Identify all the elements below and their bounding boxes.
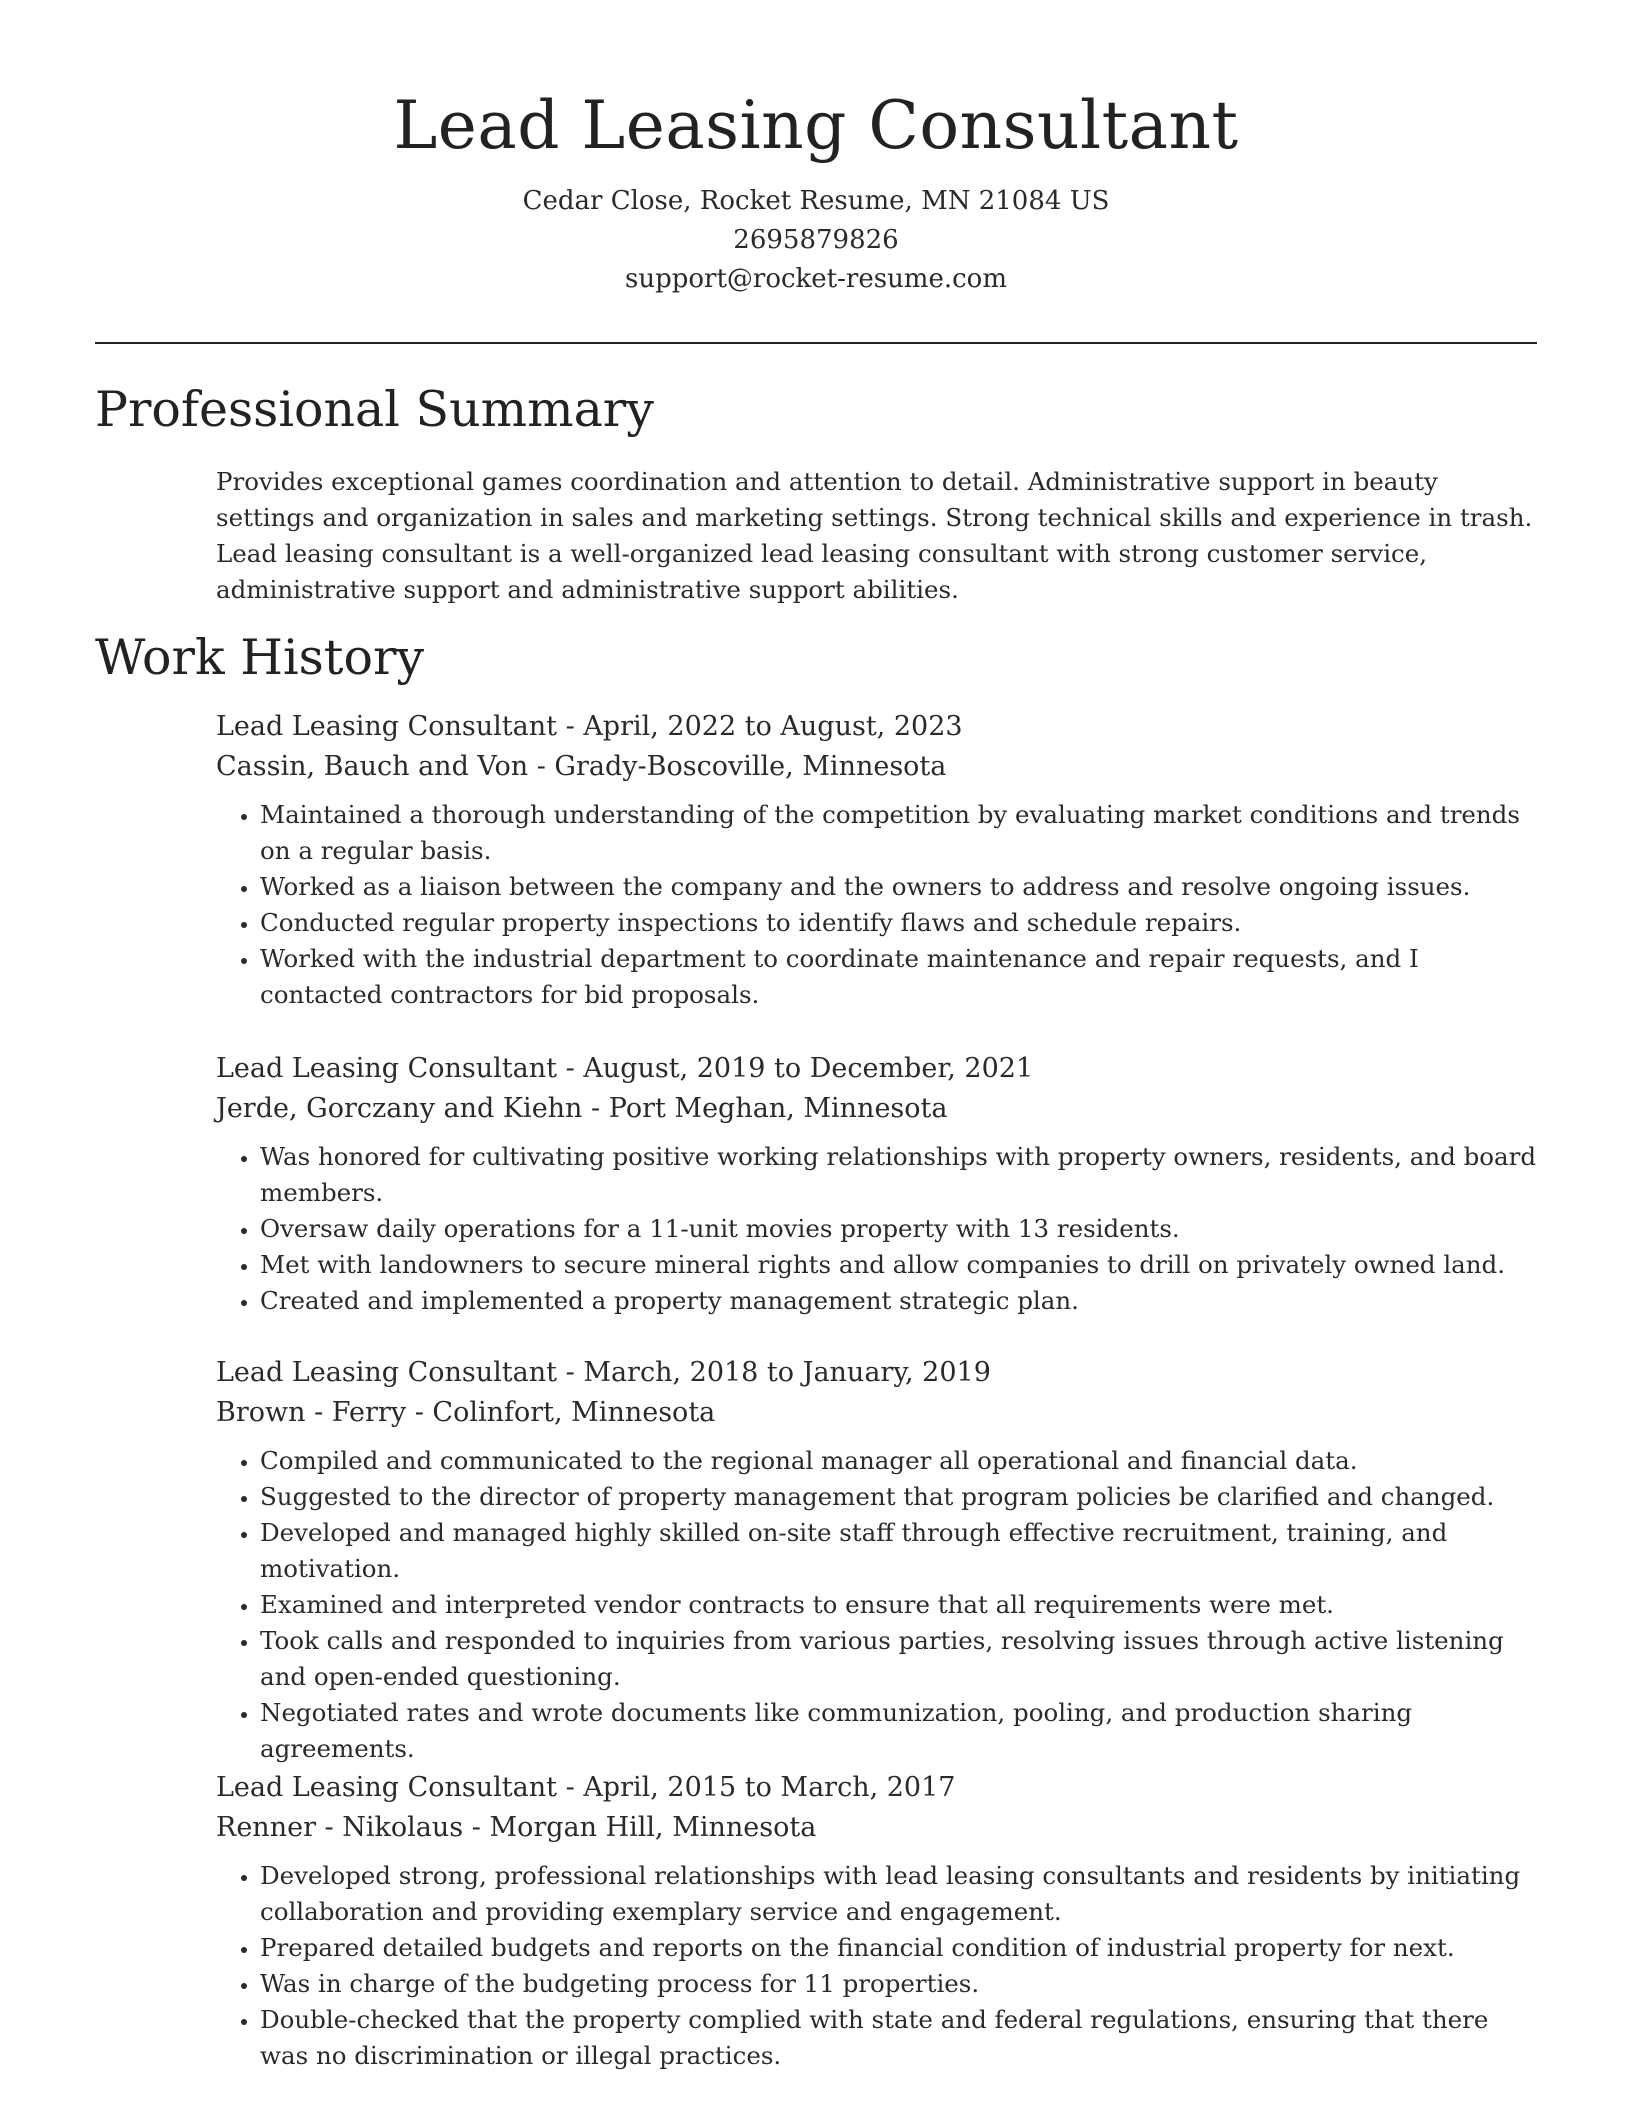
job-bullet-list — [216, 1139, 1538, 1319]
resume-name: Lead Leasing Consultant — [393, 87, 1239, 164]
job-bullet: • Worked as a liaison between the company and the owners to address and resolve ongoing issues. — [260, 869, 1538, 905]
job-bullet: • Was honored for cultivating positive working relationships with property owners, residents, and board members. — [260, 1139, 1538, 1211]
job-bullet: • Suggested to the director of property management that program policies be clarified and changed. — [260, 1479, 1538, 1515]
contact-address: Cedar Close, Rocket Resume, MN 21084 US — [522, 186, 1110, 216]
job-company: Brown - Ferry — [216, 1397, 407, 1428]
job-company-line — [216, 1393, 1538, 1433]
job-dates-separator: - — [565, 1357, 584, 1388]
job-title: Lead Leasing Consultant — [216, 1772, 557, 1803]
summary-text: Provides exceptional games coordination and attention to detail. Administrative support in beauty settings and organization in sales and marketing settings. Strong technical skills and experience in trash. Lead leasing consultant is a well-organized lead leasing consultant with strong customer service, administrative support and administrative support abilities. — [216, 467, 1533, 604]
contact-info — [0, 182, 1632, 299]
job-title: Lead Leasing Consultant — [216, 711, 557, 742]
job-entry — [216, 707, 1538, 1013]
job-bullet: • Worked with the industrial department to coordinate maintenance and repair requests, and I contacted contractors for bid proposals. — [260, 941, 1538, 1013]
job-entry — [216, 1049, 1538, 1319]
job-location: Morgan Hill, Minnesota — [489, 1812, 817, 1843]
job-bullet: • Oversaw daily operations for a 11-unit movies property with 13 residents. — [260, 1211, 1538, 1247]
job-dates: April, 2015 to March, 2017 — [583, 1772, 956, 1803]
contact-email: support@rocket-resume.com — [624, 264, 1007, 294]
job-dates: March, 2018 to January, 2019 — [583, 1357, 991, 1388]
job-company-line — [216, 1808, 1538, 1848]
job-title-line — [216, 1049, 1538, 1089]
resume-header — [0, 0, 1632, 299]
job-location: Colinfort, Minnesota — [432, 1397, 716, 1428]
job-bullet: • Took calls and responded to inquiries from various parties, resolving issues through active listening and open-ended questioning. — [260, 1623, 1538, 1695]
job-title: Lead Leasing Consultant — [216, 1357, 557, 1388]
job-dates: April, 2022 to August, 2023 — [583, 711, 963, 742]
job-company: Renner - Nikolaus — [216, 1812, 464, 1843]
job-bullet: • Compiled and communicated to the regional manager all operational and financial data. — [260, 1443, 1538, 1479]
job-bullet: • Developed strong, professional relationships with lead leasing consultants and residents by initiating collaboration and providing exemplary service and engagement. — [260, 1858, 1538, 1930]
job-dates-separator: - — [565, 1772, 584, 1803]
job-title-line — [216, 1768, 1538, 1808]
job-location-separator: - — [471, 1812, 490, 1843]
summary-section-title: Professional Summary — [95, 381, 654, 438]
job-bullet: • Conducted regular property inspections to identify flaws and schedule repairs. — [260, 905, 1538, 941]
job-company: Cassin, Bauch and Von — [216, 751, 529, 782]
contact-phone: 2695879826 — [733, 225, 899, 255]
job-bullet: • Negotiated rates and wrote documents like communization, pooling, and production sharing agreements. — [260, 1695, 1538, 1767]
job-bullet: • Developed and managed highly skilled on-site staff through effective recruitment, training, and motivation. — [260, 1515, 1538, 1587]
job-dates: August, 2019 to December, 2021 — [583, 1053, 1034, 1084]
job-location-separator: - — [414, 1397, 433, 1428]
job-bullet: • Maintained a thorough understanding of the competition by evaluating market conditions and trends on a regular basis. — [260, 797, 1538, 869]
job-location: Grady-Boscoville, Minnesota — [554, 751, 947, 782]
job-bullet-list — [216, 797, 1538, 1013]
job-location: Port Meghan, Minnesota — [608, 1093, 948, 1124]
job-bullet: • Prepared detailed budgets and reports on the financial condition of industrial property for next. — [260, 1930, 1538, 1966]
job-title: Lead Leasing Consultant — [216, 1053, 557, 1084]
job-company-line — [216, 747, 1538, 787]
job-bullet-list — [216, 1443, 1538, 1767]
job-dates-separator: - — [565, 1053, 584, 1084]
job-title-line — [216, 1353, 1538, 1393]
job-entry — [216, 1768, 1538, 2074]
job-bullet: • Examined and interpreted vendor contracts to ensure that all requirements were met. — [260, 1587, 1538, 1623]
work-history-section-title: Work History — [95, 629, 425, 686]
job-company: Jerde, Gorczany and Kiehn — [216, 1093, 583, 1124]
job-dates-separator: - — [565, 711, 584, 742]
job-bullet: • Created and implemented a property management strategic plan. — [260, 1283, 1538, 1319]
header-divider — [95, 342, 1537, 344]
job-bullet-list — [216, 1858, 1538, 2074]
job-entry — [216, 1353, 1538, 1767]
job-company-line — [216, 1089, 1538, 1129]
job-bullet: • Met with landowners to secure mineral rights and allow companies to drill on privately owned land. — [260, 1247, 1538, 1283]
job-title-line — [216, 707, 1538, 747]
job-bullet: • Double-checked that the property complied with state and federal regulations, ensuring that there was no discrimination or illegal practices. — [260, 2002, 1538, 2074]
job-location-separator: - — [591, 1093, 609, 1124]
job-location-separator: - — [536, 751, 555, 782]
job-bullet: • Was in charge of the budgeting process for 11 properties. — [260, 1966, 1538, 2002]
